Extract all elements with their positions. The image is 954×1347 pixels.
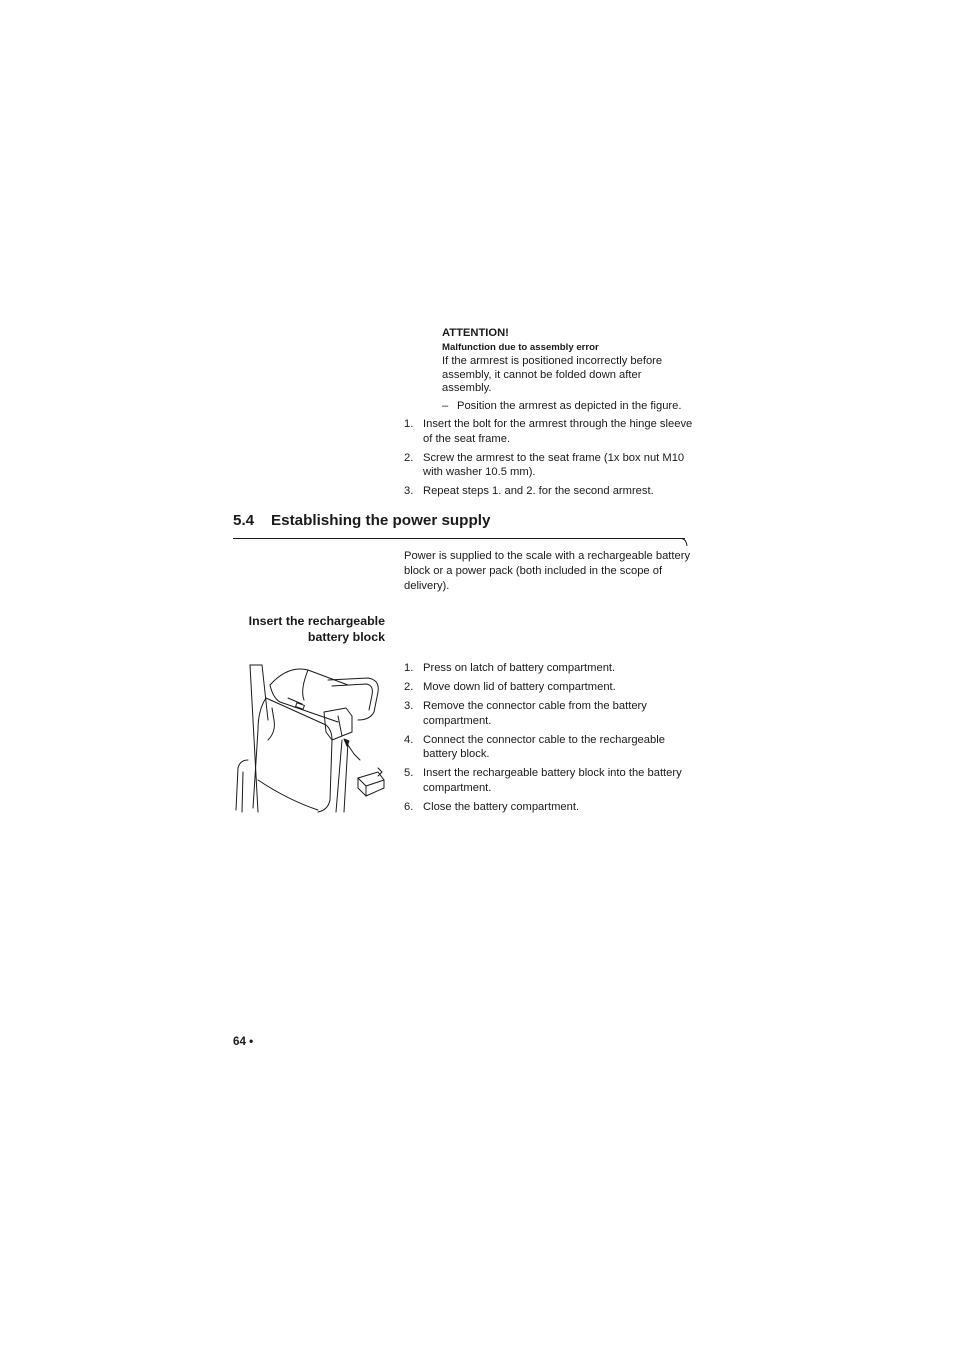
step-text: Repeat steps 1. and 2. for the second armrest. — [423, 485, 654, 497]
attention-instruction — [442, 399, 694, 413]
list-item — [404, 766, 694, 795]
attention-subtitle: Malfunction due to assembly error — [442, 342, 599, 353]
attention-title: ATTENTION! — [442, 327, 509, 339]
list-item — [404, 417, 694, 446]
section-heading — [233, 512, 490, 529]
step-text: Remove the connector cable from the battery compartment. — [423, 700, 647, 727]
armrest-steps-list — [404, 417, 694, 503]
battery-steps-list — [404, 661, 694, 819]
step-text: Screw the armrest to the seat frame (1x box nut M10 with washer 10.5 mm). — [423, 451, 685, 478]
list-item — [404, 699, 694, 728]
page-number: 64 • — [233, 1035, 254, 1048]
step-text: Move down lid of battery compartment. — [423, 681, 616, 693]
step-number: 1. — [404, 418, 414, 430]
step-number: 3. — [404, 700, 414, 712]
list-item — [404, 484, 694, 499]
step-number: 2. — [404, 451, 414, 464]
battery-compartment-figure — [228, 660, 388, 815]
side-heading: Insert the rechargeable battery block — [248, 614, 385, 644]
step-number: 5. — [404, 767, 414, 779]
section-title: Establishing the power supply — [271, 512, 491, 529]
section-rule — [233, 538, 685, 539]
step-text: Press on latch of battery compartment. — [423, 662, 616, 674]
list-item — [404, 733, 694, 762]
step-text: Insert the rechargeable battery block into the battery compartment. — [423, 767, 682, 794]
step-number: 2. — [404, 681, 414, 693]
section-rule-corner — [681, 538, 691, 548]
attention-body: If the armrest is positioned incorrectly before assembly, it cannot be folded down after assembly. — [442, 355, 663, 394]
step-text: Close the battery compartment. — [423, 800, 580, 813]
step-number: 3. — [404, 485, 414, 497]
list-item — [404, 800, 694, 815]
step-text: Insert the bolt for the armrest through the hinge sleeve of the seat frame. — [423, 418, 693, 445]
list-item — [404, 451, 694, 480]
intro-paragraph: Power is supplied to the scale with a rechargeable battery block or a power pack (both included in the scope of delivery). — [404, 550, 691, 592]
attention-notice — [442, 326, 694, 413]
dash-marker: – — [442, 399, 449, 412]
attention-instruction-text: Position the armrest as depicted in the figure. — [457, 399, 682, 412]
step-number: 6. — [404, 800, 414, 813]
list-item — [404, 661, 694, 676]
section-number: 5.4 — [233, 512, 255, 529]
step-text: Connect the connector cable to the rechargeable battery block. — [423, 733, 665, 760]
step-number: 4. — [404, 733, 414, 746]
step-number: 1. — [404, 662, 414, 674]
list-item — [404, 680, 694, 695]
